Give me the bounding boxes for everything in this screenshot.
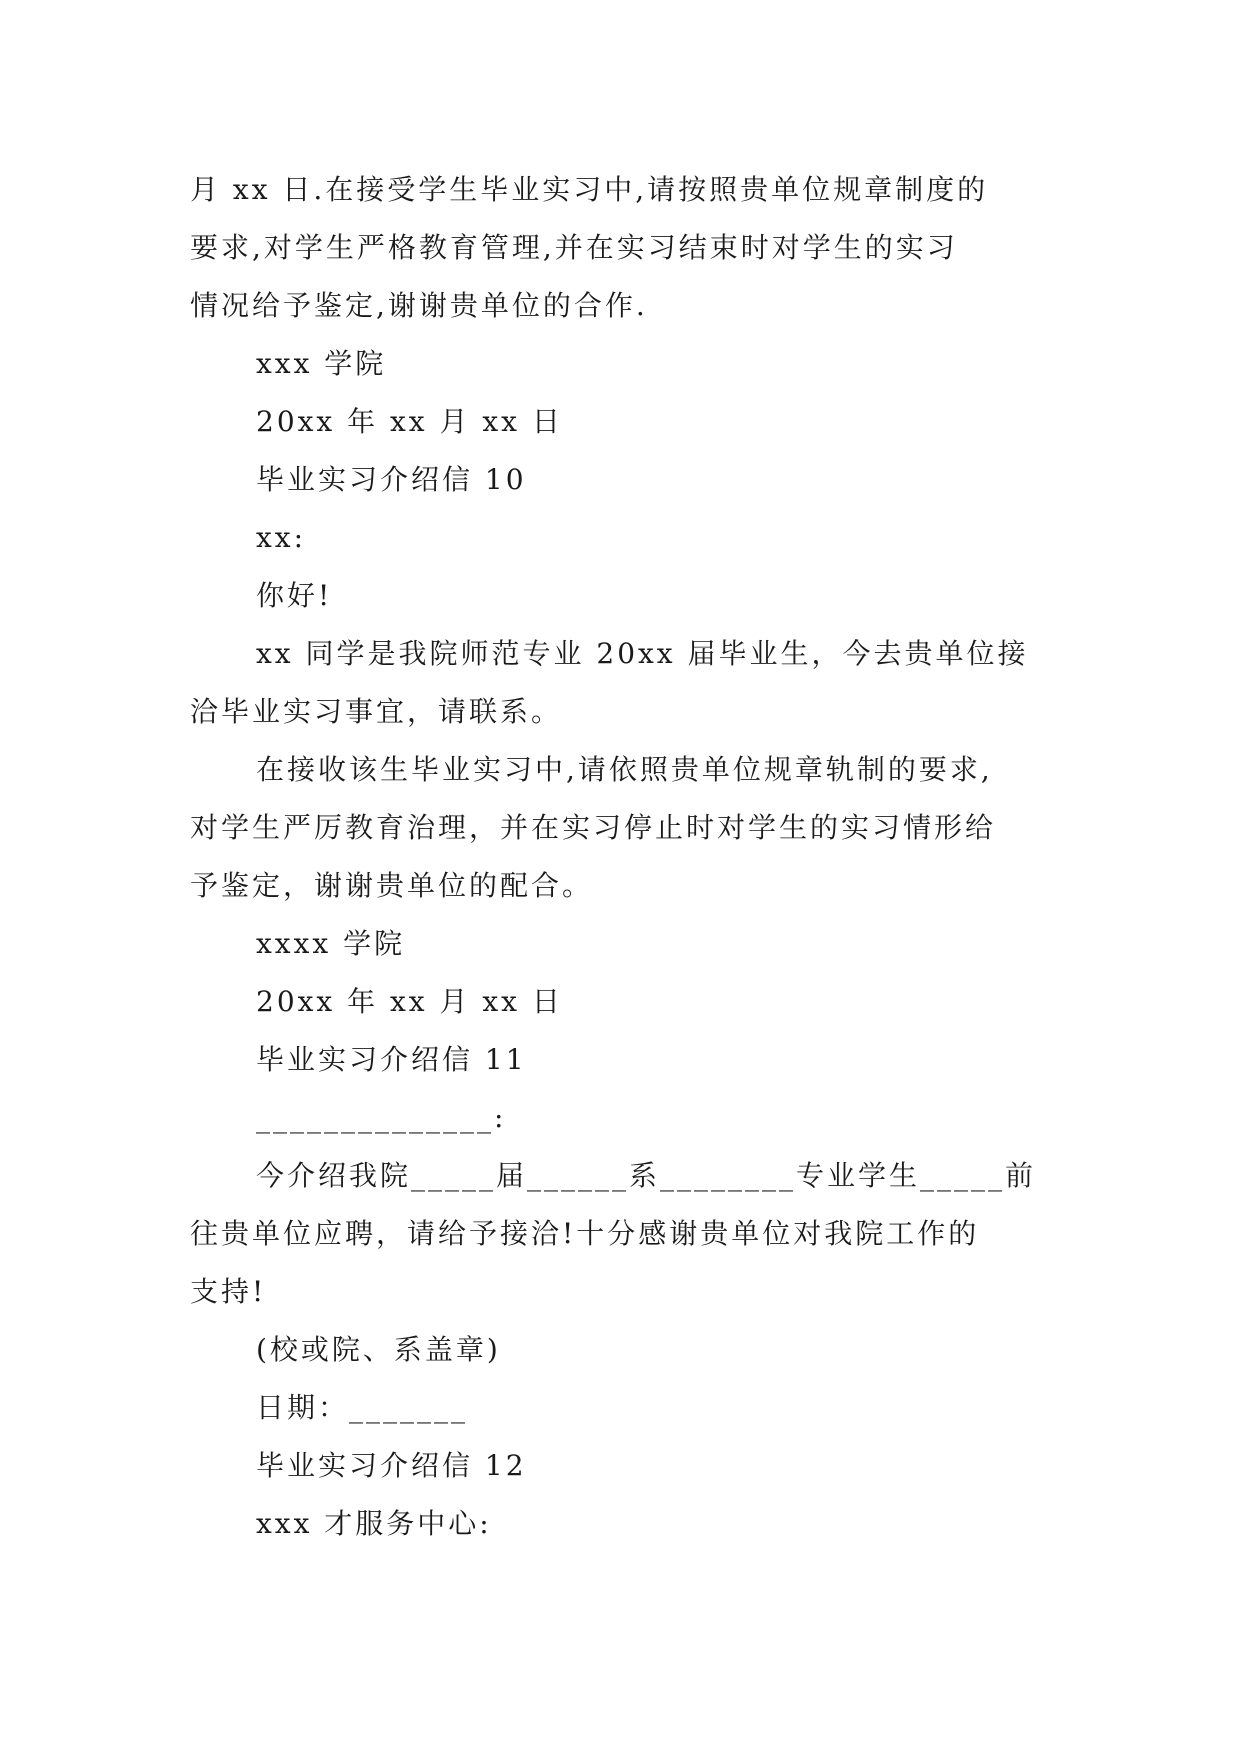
text-line: 情况给予鉴定,谢谢贵单位的合作. [190,289,648,322]
seal-note: (校或院、系盖章) [256,1333,501,1366]
salutation: xx: [256,521,307,554]
text-line: 对学生严厉教育治理，并在实习停止时对学生的实习情形给 [190,811,997,844]
text-line: 往贵单位应聘，请给予接洽!十分感谢贵单位对我院工作的 [190,1217,980,1250]
section-heading: 毕业实习介绍信 11 [256,1043,527,1076]
section-heading: 毕业实习介绍信 10 [256,463,527,496]
text-line: 洽毕业实习事宜，请联系。 [190,695,563,728]
date-blank: 日期：_______ [256,1391,469,1424]
document-body [190,161,1052,1553]
greeting: 你好! [256,579,333,612]
text-line: 予鉴定，谢谢贵单位的配合。 [190,869,594,902]
text-line: 月 xx 日.在接受学生毕业实习中,请按照贵单位规章制度的 [190,173,989,206]
text-line: 支持! [190,1275,267,1308]
text-line: 在接收该生毕业实习中,请依照贵单位规章轨制的要求, [256,753,993,786]
text-line: 要求,对学生严格教育管理,并在实习结束时对学生的实习 [190,231,958,264]
letter-date: 20xx 年 xx 月 xx 日 [256,985,563,1018]
sender-name: xxxx 学院 [256,927,406,960]
text-line: 今介绍我院_____届______系________专业学生_____前 [256,1159,1037,1192]
section-heading: 毕业实习介绍信 12 [256,1449,527,1482]
salutation: xxx 才服务中心: [256,1507,492,1540]
sender-name: xxx 学院 [256,347,387,380]
letter-date: 20xx 年 xx 月 xx 日 [256,405,563,438]
text-line: xx 同学是我院师范专业 20xx 届毕业生，今去贵单位接 [256,637,1029,670]
salutation-blank: ______________: [256,1101,507,1134]
